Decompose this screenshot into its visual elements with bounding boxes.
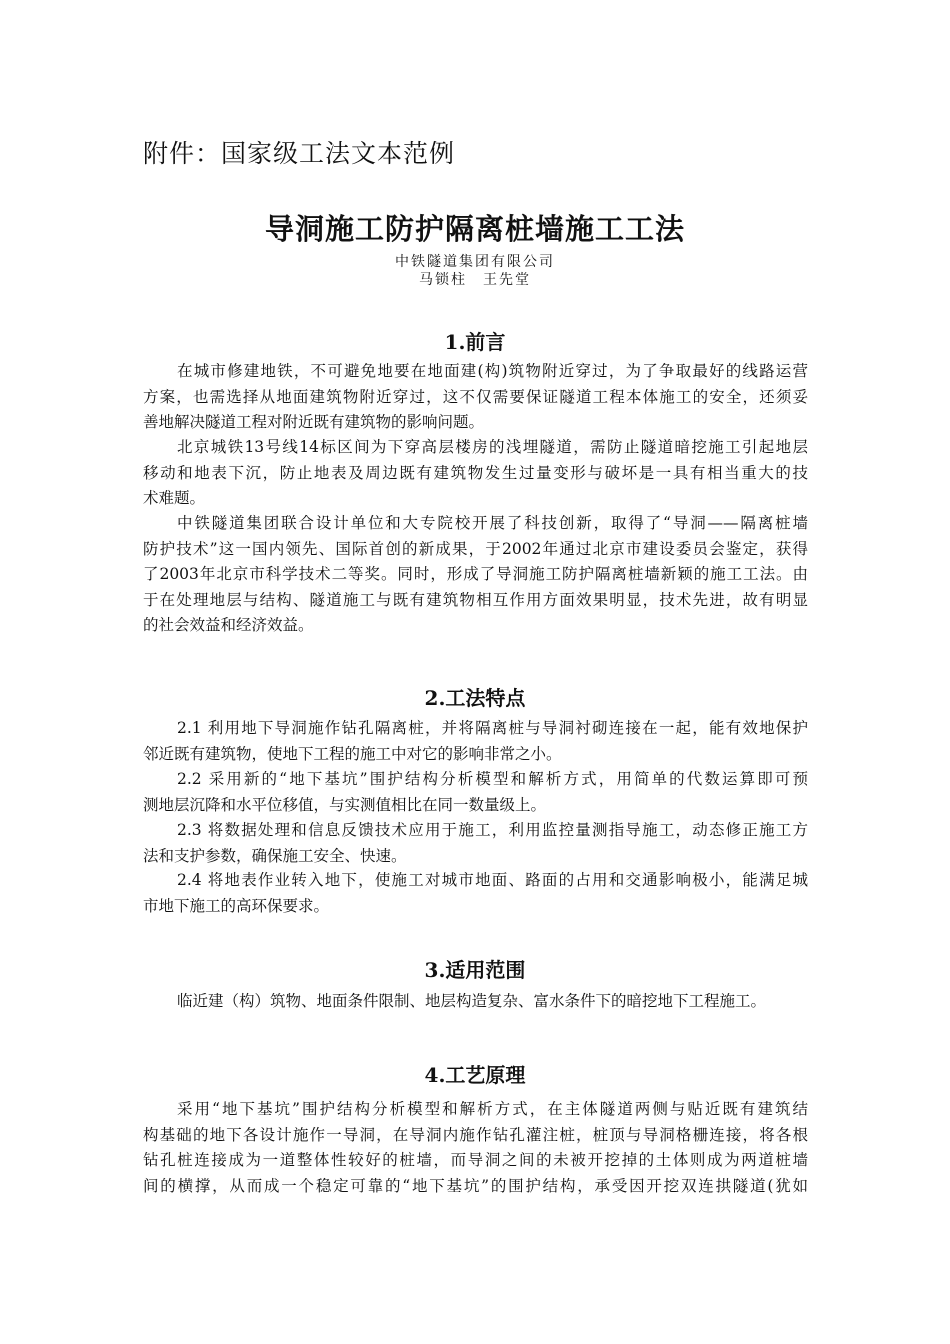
text-line: 钻孔桩连接成为一道整体性较好的桩墙，而导洞之间的未被开挖掉的土体则成为两道桩墙 (143, 1151, 808, 1169)
paragraph (143, 1097, 808, 1225)
section-heading: 2.工法特点 (424, 686, 526, 710)
text-line: 2.2 采用新的“地下基坑”围护结构分析模型和解析方式，用简单的代数运算即可预 (177, 770, 808, 788)
paragraph (143, 868, 808, 919)
text-line: 采用“地下基坑”围护结构分析模型和解析方式，在主体隧道两侧与贴近既有建筑结 (177, 1100, 808, 1118)
text-line: 了2003年北京市科学技术二等奖。同时，形成了导洞施工防护隔离桩墙新颖的施工工法。由 (143, 565, 808, 583)
text-line: 中铁隧道集团联合设计单位和大专院校开展了科技创新，取得了“导洞——隔离桩墙 (177, 514, 808, 532)
text-line: 临近建（构）筑物、地面条件限制、地层构造复杂、富水条件下的暗挖地下工程施工。 (177, 992, 767, 1010)
text-line: 方案，也需选择从地面建筑物附近穿过，这不仅需要保证隧道工程本体施工的安全，还须妥 (143, 387, 808, 406)
text-line: 2.3 将数据处理和信息反馈技术应用于施工，利用监控量测指导施工，动态修正施工方 (177, 821, 808, 839)
paragraph (143, 359, 808, 436)
paragraph (143, 818, 808, 869)
text-line: 北京城铁13号线14标区间为下穿高层楼房的浅埋隧道，需防止隧道暗挖施工引起地层 (177, 438, 808, 456)
text-line: 邻近既有建筑物，使地下工程的施工中对它的影响非常之小。 (143, 744, 562, 763)
section-heading: 1.前言 (444, 330, 506, 354)
text-line: 2.1 利用地下导洞施作钻孔隔离桩，并将隔离桩与导洞衬砌连接在一起，能有效地保护 (177, 719, 808, 737)
text-line: 法和支护参数，确保施工安全、快速。 (143, 846, 407, 865)
text-line: 的社会效益和经济效益。 (143, 616, 314, 634)
text-line: 在城市修建地铁，不可避免地要在地面建(构)筑物附近穿过，为了争取最好的线路运营 (177, 362, 808, 380)
text-line: 防护技术”这一国内领先、国际首创的新成果，于2002年通过北京市建设委员会鉴定，获得 (143, 539, 808, 558)
text-line: 善地解决隧道工程对附近既有建筑物的影响问题。 (143, 413, 485, 431)
paragraph (143, 767, 808, 818)
text-line: 间的横撑，从而成一个稳定可靠的“地下基坑”的围护结构，承受因开挖双连拱隧道(犹如 (143, 1176, 808, 1195)
text-line: 市地下施工的高环保要求。 (143, 896, 330, 915)
text-line: 移动和地表下沉，防止地表及周边既有建筑物发生过量变形与破坏是一具有相当重大的技 (143, 463, 808, 482)
text-line: 测地层沉降和水平位移值，与实测值相比在同一数量级上。 (143, 795, 547, 814)
text-line: 2.4 将地表作业转入地下，使施工对城市地面、路面的占用和交通影响极小，能满足城 (177, 871, 808, 889)
organization: 中铁隧道集团有限公司 (395, 254, 555, 270)
paragraph (143, 989, 808, 1015)
document-title: 导洞施工防护隔离桩墙施工工法 (264, 212, 685, 246)
text-line: 于在处理地层与结构、隧道施工与既有建筑物相互作用方面效果明显，技术先进，故有明显 (143, 590, 808, 609)
section-heading: 4.工艺原理 (424, 1063, 526, 1087)
attachment-heading: 附件：国家级工法文本范例 (143, 139, 456, 168)
paragraph (143, 716, 808, 767)
section-heading: 3.适用范围 (424, 958, 526, 982)
text-line: 术难题。 (143, 489, 206, 507)
text-line (143, 1199, 808, 1225)
authors: 马锁柱 王先堂 (419, 272, 531, 288)
paragraph (143, 511, 808, 639)
text-line: 构基础的地下各设计施作一导洞，在导洞内施作钻孔灌注桩，桩顶与导洞格栅连接，将各根 (143, 1125, 808, 1144)
paragraph (143, 435, 808, 512)
